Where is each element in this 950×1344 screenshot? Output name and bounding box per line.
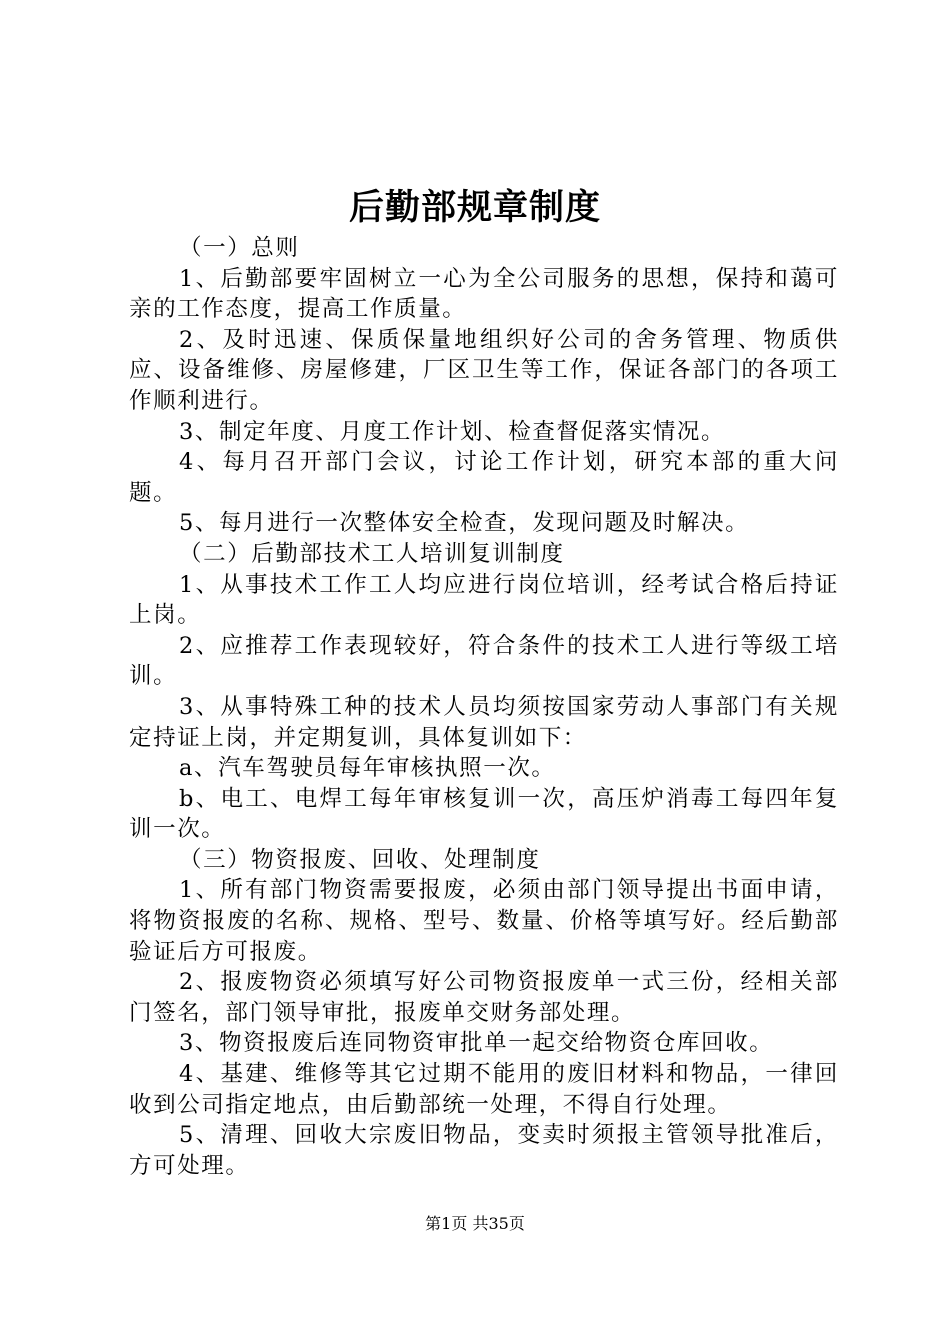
document-title: 后勤部规章制度 xyxy=(348,187,601,228)
page-number: 第1页 xyxy=(425,1214,468,1233)
paragraph: 5、每月进行一次整体安全检查，发现问题及时解决。 xyxy=(179,510,750,537)
paragraph: 2、及时迅速、保质保量地组织好公司的舍务管理、物质供应、设备维修、房屋修建，厂区卫生等工作，保证各部门的各项工作顺利进行。 xyxy=(129,326,839,414)
paragraph: 3、制定年度、月度工作计划、检查督促落实情况。 xyxy=(179,418,726,445)
paragraph: 5、清理、回收大宗废旧物品，变卖时须报主管领导批准后，方可处理。 xyxy=(129,1122,839,1179)
document-body xyxy=(129,233,839,1181)
section-heading-scrap: （三）物资报废、回收、处理制度 xyxy=(179,846,541,873)
paragraph: a、汽车驾驶员每年审核执照一次。 xyxy=(179,755,556,782)
section-heading-training: （二）后勤部技术工人培训复训制度 xyxy=(179,540,565,567)
paragraph: 3、从事特殊工种的技术人员均须按国家劳动人事部门有关规定持证上岗，并定期复训，具体复训如下： xyxy=(129,693,839,751)
paragraph: 1、后勤部要牢固树立一心为全公司服务的思想，保持和蔼可亲的工作态度，提高工作质量。 xyxy=(129,265,839,323)
page-total: 共35页 xyxy=(472,1214,525,1233)
paragraph: 4、每月召开部门会议，讨论工作计划，研究本部的重大问题。 xyxy=(129,449,839,506)
paragraph: 3、物资报废后连同物资审批单一起交给物资仓库回收。 xyxy=(179,1030,774,1057)
page-footer xyxy=(0,1212,950,1236)
section-heading-general: （一）总则 xyxy=(179,235,300,261)
paragraph: 4、基建、维修等其它过期不能用的废旧材料和物品，一律回收到公司指定地点，由后勤部统一处理，不得自行处理。 xyxy=(129,1061,839,1118)
paragraph: 2、报废物资必须填写好公司物资报废单一式三份，经相关部门签名，部门领导审批，报废单交财务部处理。 xyxy=(129,969,839,1026)
paragraph: b、电工、电焊工每年审核复训一次，高压炉消毒工每四年复训一次。 xyxy=(129,785,839,843)
paragraph: 1、从事技术工作工人均应进行岗位培训，经考试合格后持证上岗。 xyxy=(129,571,839,629)
paragraph: 1、所有部门物资需要报废，必须由部门领导提出书面申请，将物资报废的名称、规格、型号、数量、价格等填写好。经后勤部验证后方可报废。 xyxy=(129,877,839,965)
paragraph: 2、应推荐工作表现较好，符合条件的技术工人进行等级工培训。 xyxy=(129,632,839,690)
